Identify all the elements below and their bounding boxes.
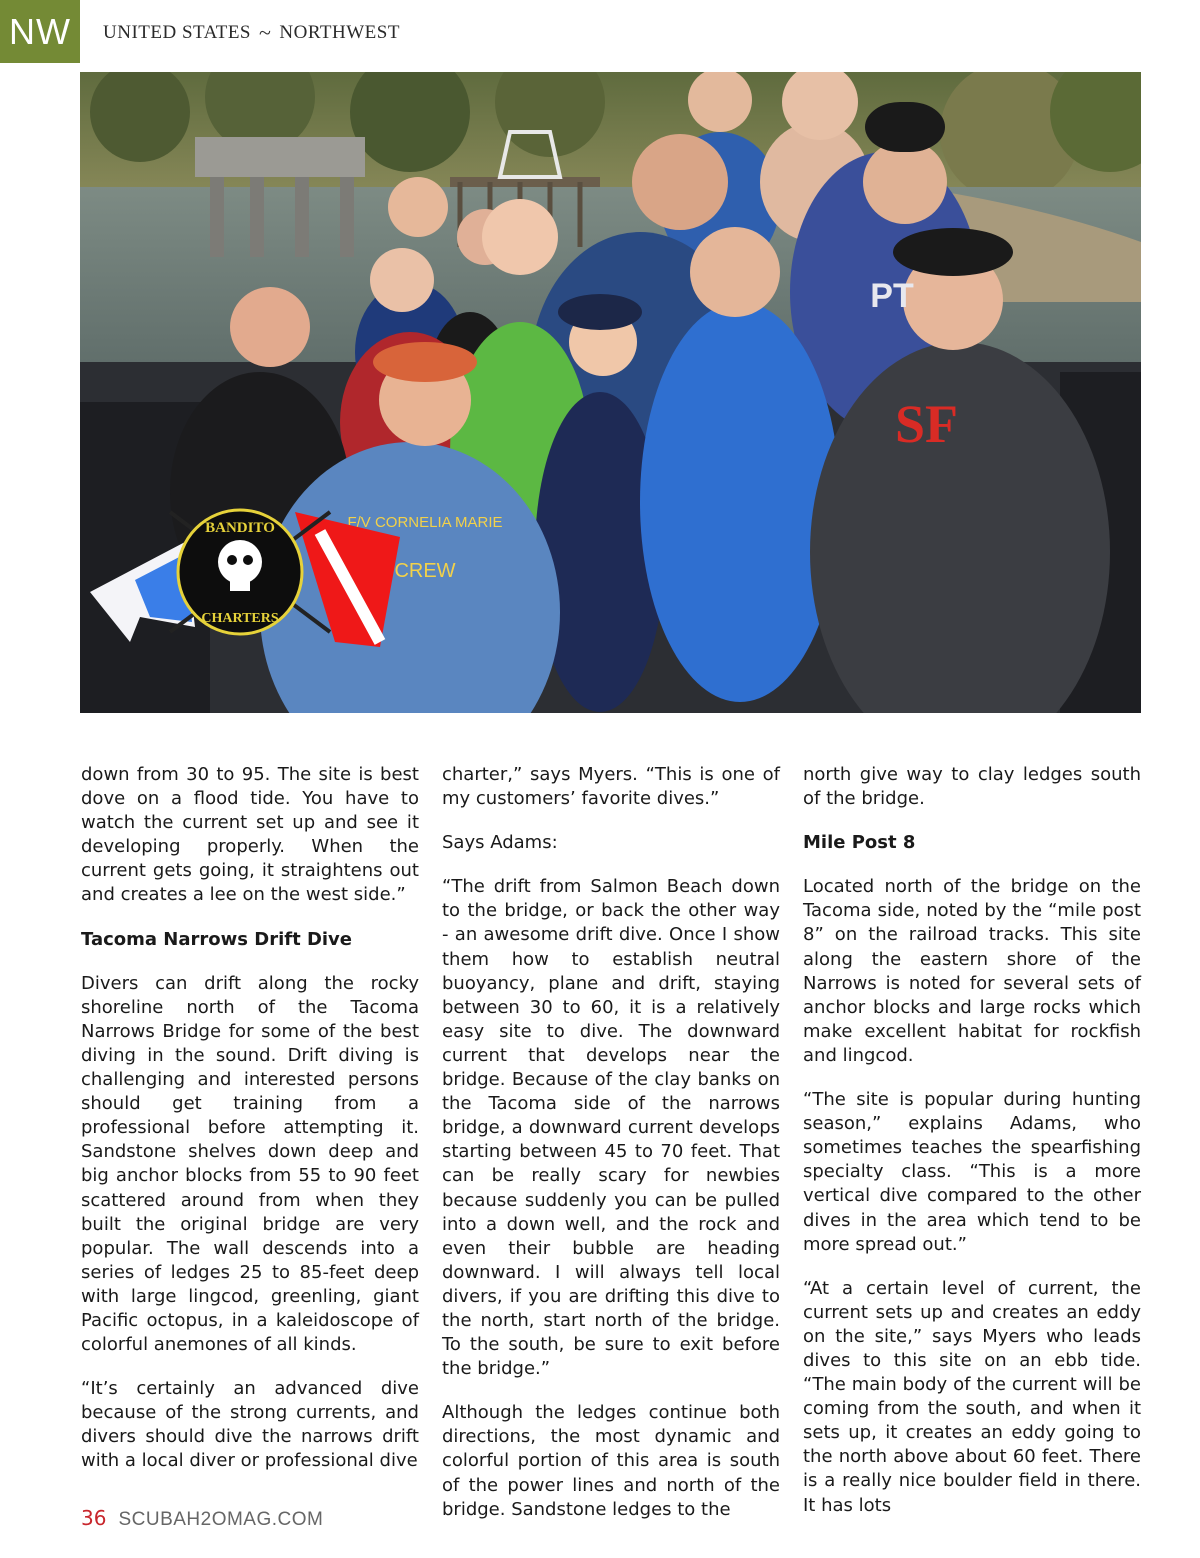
page-number: 36 [81,1506,107,1530]
magazine-website: SCUBAH2OMAG.COM [118,1509,324,1530]
section-badge: NW [0,0,80,63]
hoodie-text: F/V CORNELIA MARIE [347,514,503,531]
paragraph: down from 30 to 95. The site is best dove on a flood tide. You have to watch the current set up and see it developing properly. When the current gets going, it straightens out and creates a lee on the west side.” [81,764,419,906]
text-column-2 [442,763,780,1542]
paragraph: north give way to clay ledges south of the bridge. [803,764,1141,810]
section-breadcrumb [103,20,400,46]
paragraph: Located north of the bridge on the Tacoma side, noted by the “mile post 8” on the railroad tracks. This site along the eastern shore of the Narrows is noted for several sets of anchor blocks and large rocks which make excellent habitat for rockfish and lingcod. [803,876,1141,1066]
country-label: UNITED STATES [103,22,251,43]
paragraph: “It’s certainly an advanced dive because of the strong currents, and divers should dive the narrows drift with a local diver or professional dive [81,1378,419,1472]
logo-text-top: BANDITO [205,520,275,536]
paragraph: “The drift from Salmon Beach down to the bridge, or back the other way - an awesome drift dive. Once I show them how to establish neutral buoyancy, plane and drift, staying between 30 to 60, it is a relatively easy site to dive. The downward current that develops near the bridge. Because of the clay banks on the Tacoma side of the narrows bridge, a downward current develops starting between 45 to 70 feet. That can be really scary for newbies because suddenly you can be pulled into a down well, and the rock and even their bubble are heading downward. I will always tell local divers, if you are drifting this dive to the north, start north of the bridge. To the south, be sure to exit before the bridge.” [442,876,780,1380]
subheading: Tacoma Narrows Drift Dive [81,928,352,950]
text-column-1 [81,763,419,1494]
paragraph: Says Adams: [442,832,558,854]
shirt-text: PT [870,277,914,315]
logo-text-bottom: CHARTERS [201,611,279,626]
hoodie-crew-text: CREW [394,560,456,582]
region-label: NORTHWEST [279,22,400,43]
paragraph: “At a certain level of current, the current sets up and creates an eddy on the site,” says Myers who leads dives to this site on an ebb tide. “The main body of the current will be coming from the south, and when it sets up, it creates an eddy going to the north above about 60 feet. There is a really nice boulder field in there. It has lots [803,1277,1141,1516]
group-photo [80,72,1141,713]
paragraph: Divers can drift along the rocky shoreline north of the Tacoma Narrows Bridge for some of the best diving in the sound. Drift diving is challenging and interested persons should get training from a professional before attempting it. Sandstone shelves down deep and big anchor blocks from 55 to 90 feet scattered around from when they built the original bridge are very popular. The wall descends into a series of ledges 25 to 85-feet deep with large lingcod, greenling, giant Pacific octopus, in a kaleidoscope of colorful anemones of all kinds. [81,972,419,1356]
separator-tilde: ~ [259,20,272,45]
page-footer [81,1506,323,1534]
paragraph: Although the ledges continue both directions, the most dynamic and colorful portion of this area is south of the power lines and north of the bridge. Sandstone ledges to the [442,1402,780,1520]
paragraph: “The site is popular during hunting season,” explains Adams, who sometimes teaches the spearfishing specialty class. “This is a more vertical dive compared to the other dives in the area which tend to be more spread out.” [803,1089,1141,1255]
paragraph: charter,” says Myers. “This is one of my customers’ favorite dives.” [442,764,780,810]
text-column-3 [803,763,1141,1538]
subheading: Mile Post 8 [803,832,916,854]
sf-logo-icon: SF [895,394,959,454]
